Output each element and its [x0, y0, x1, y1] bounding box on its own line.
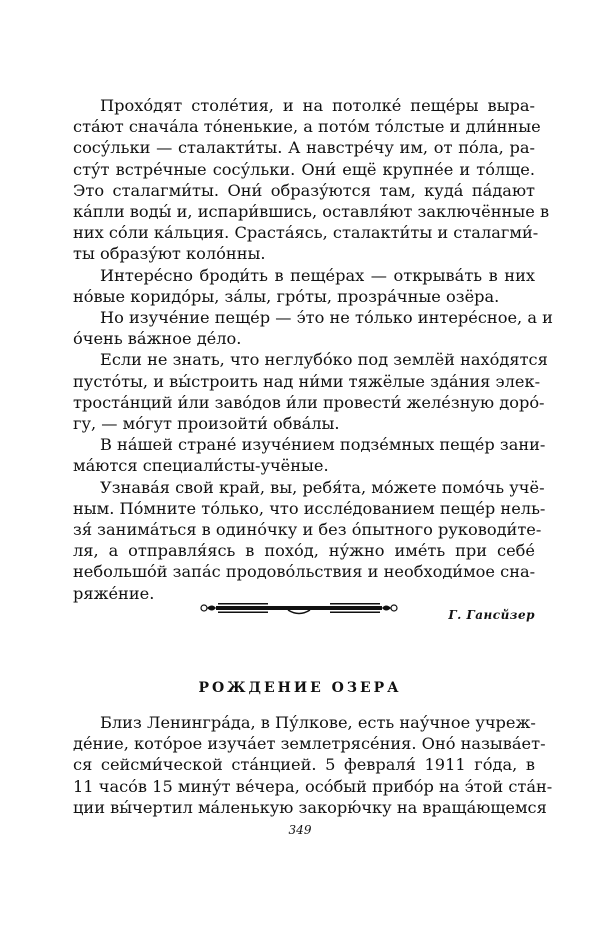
text-line: ся сейсми́ческой ста́нцией. 5 февраля́ 1911 го́да, в — [73, 755, 535, 775]
paragraph-1 — [73, 95, 550, 265]
paragraph-3 — [73, 307, 553, 349]
text-line: зя́ занима́ться в одино́чку и без о́пытного руководи́те- — [73, 520, 542, 540]
text-line: ным. По́мните то́лько, что иссле́дованием пеще́р нель- — [73, 498, 546, 518]
text-line: ля, а отправля́ясь в похо́д, ну́жно име́ть при себе́ — [73, 541, 535, 561]
text-line: ка́пли воды́ и, испари́вшись, оставля́ют заключённые в — [73, 202, 550, 222]
text-line: де́ние, кото́рое изуча́ет землетрясе́ния. Оно́ называ́ет- — [73, 734, 546, 754]
text-line: Если не знать, что неглубо́ко под землёй нахо́дятся — [100, 350, 548, 370]
text-line: В на́шей стране́ изуче́нием подзе́мных пеще́р зани- — [100, 435, 546, 455]
text-line: Узнава́я свой край, вы, ребя́та, мо́жете помо́чь учё- — [100, 477, 545, 497]
text-line: Интере́сно броди́ть в пеще́рах — открыва́ть в них — [100, 265, 535, 285]
text-line: ции вы́чертил ма́ленькую закорю́чку на враща́ющемся — [73, 797, 547, 817]
paragraph-7 — [73, 712, 553, 818]
text-line: о́чень ва́жное де́ло. — [73, 329, 242, 349]
text-line: 11 часо́в 15 мину́т ве́чера, осо́бый прибо́р на э́той ста́н- — [73, 776, 553, 796]
paragraph-6 — [73, 477, 546, 604]
paragraph-5 — [73, 434, 546, 476]
ornament-divider-icon — [200, 597, 398, 619]
paragraph-2 — [73, 265, 535, 307]
text-line: Это сталагми́ты. Они́ образу́ются там, куда́ па́дают — [73, 180, 535, 200]
text-line: Прохо́дят столе́тия, и на потолке́ пеще́ры выра- — [100, 96, 535, 115]
second-section-text — [73, 712, 553, 818]
text-line: небольшо́й запа́с продово́льствия и необходи́мое сна- — [73, 562, 536, 582]
text-line: сосу́льки — сталакти́ты. А навстре́чу им, от по́ла, ра- — [73, 138, 535, 158]
author-signature: Г. Гансйзер — [448, 607, 535, 622]
text-line: них со́ли ка́льция. Сраста́ясь, сталакти́ты и сталагми́- — [73, 223, 539, 243]
text-line: ста́ют снача́ла то́ненькие, а пото́м то́лстые и дли́нные — [73, 117, 541, 137]
main-text-section — [73, 95, 553, 622]
text-line: Но изуче́ние пеще́р — э́то не то́лько интере́сное, а и — [100, 308, 553, 328]
paragraph-4 — [73, 349, 548, 434]
text-line: ты образу́ют коло́нны. — [73, 244, 266, 264]
text-line: Близ Ленингра́да, в Пу́лкове, есть нау́чное учреж- — [100, 713, 536, 732]
text-line: троста́нций и́ли заво́дов и́ли провести́ желе́зную доро́- — [73, 392, 545, 412]
section-heading: РОЖДЕНИЕ ОЗЕРА — [198, 680, 402, 696]
page-number: 349 — [288, 823, 312, 837]
text-line: пусто́ты, и вы́строить над ни́ми тяжёлые зда́ния элек- — [73, 371, 541, 391]
text-line: но́вые коридо́ры, за́лы, гро́ты, прозра́чные озёра. — [73, 286, 500, 306]
text-line: сту́т встре́чные сосу́льки. Они́ ещё крупне́е и то́лще. — [73, 159, 535, 179]
text-line: ряже́ние. — [73, 583, 155, 603]
text-line: гу, — мо́гут произойти́ обва́лы. — [73, 414, 340, 434]
text-line: ма́ются специали́сты-учёные. — [73, 456, 329, 476]
